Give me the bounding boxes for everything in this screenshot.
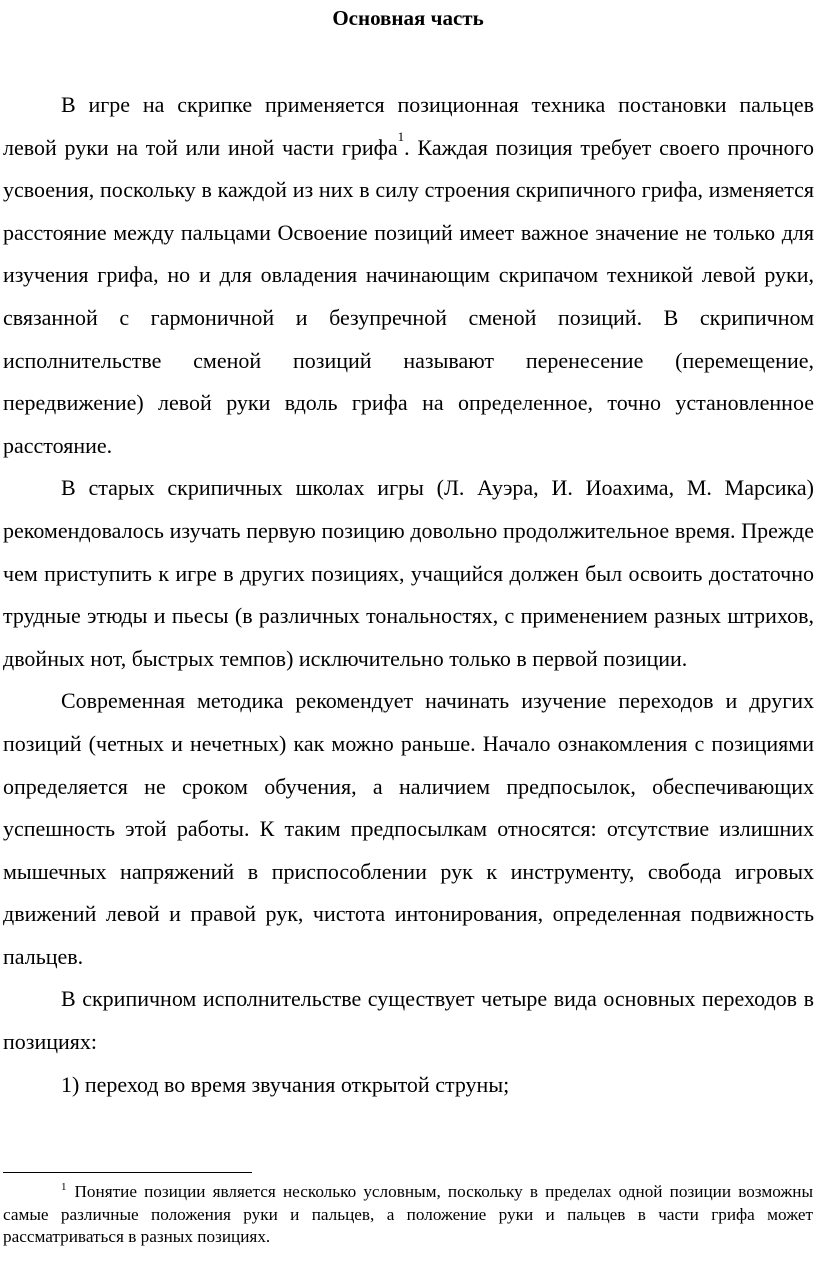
- list-item-1: 1) переход во время звучания открытой струны;: [61, 1071, 510, 1097]
- footnote-text: Понятие позиции является несколько условным, поскольку в пределах одной позиции возможны самые различные положения руки и пальцев, а положение руки и пальцев в части грифа может рассматриваться в разных позициях.: [3, 1182, 813, 1246]
- footnote-mark: 1: [61, 1181, 67, 1193]
- body-text: [3, 84, 814, 1106]
- footnote-reference: 1: [397, 128, 405, 144]
- section-title: Основная часть: [332, 6, 484, 30]
- footnote-separator: [3, 1172, 252, 1173]
- footnote-paragraph: [3, 1181, 813, 1249]
- paragraph-2: В старых скрипичных школах игры (Л. Ауэра, И. Иоахима, М. Марсика) рекомендовалось изучать первую позицию довольно продолжительное время. Прежде чем приступить к игре в других позициях, учащийся должен был освоить достаточно трудные этюды и пьесы (в различных тональностях, с применением разных штрихов, двойных нот, быстрых темпов) исключительно только в первой позиции.: [3, 475, 814, 671]
- footnote: [3, 1181, 813, 1249]
- paragraph-1-text-end: . Каждая позиция требует своего прочного усвоения, поскольку в каждой из них в силу строения скрипичного грифа, изменяется расстояние между пальцами Освоение позиций имеет важное значение не только для изучения грифа, но и для овладения начинающим скрипачом техникой левой руки, связанной с гармоничной и безупречной сменой позиций. В скрипичном исполнительстве сменой позиций называют перенесение (перемещение, передвижение) левой руки вдоль грифа на определенное, точно установленное расстояние.: [3, 134, 814, 458]
- paragraph-1-text-start: В игре на скрипке применяется позиционная техника постановки пальцев левой руки на той или иной части грифа: [3, 92, 814, 160]
- paragraph-1: [3, 84, 814, 467]
- paragraph-3: Современная методика рекомендует начинать изучение переходов и других позиций (четных и нечетных) как можно раньше. Начало ознакомления с позициями определяется не сроком обучения, а наличием предпосылок, обеспечивающих успешность этой работы. К таким предпосылкам относятся: отсутствие излишних мышечных напряжений в приспособлении рук к инструменту, свобода игровых движений левой и правой рук, чистота интонирования, определенная подвижность пальцев.: [3, 688, 814, 969]
- paragraph-4: В скрипичном исполнительстве существует четыре вида основных переходов в позициях:: [3, 986, 814, 1055]
